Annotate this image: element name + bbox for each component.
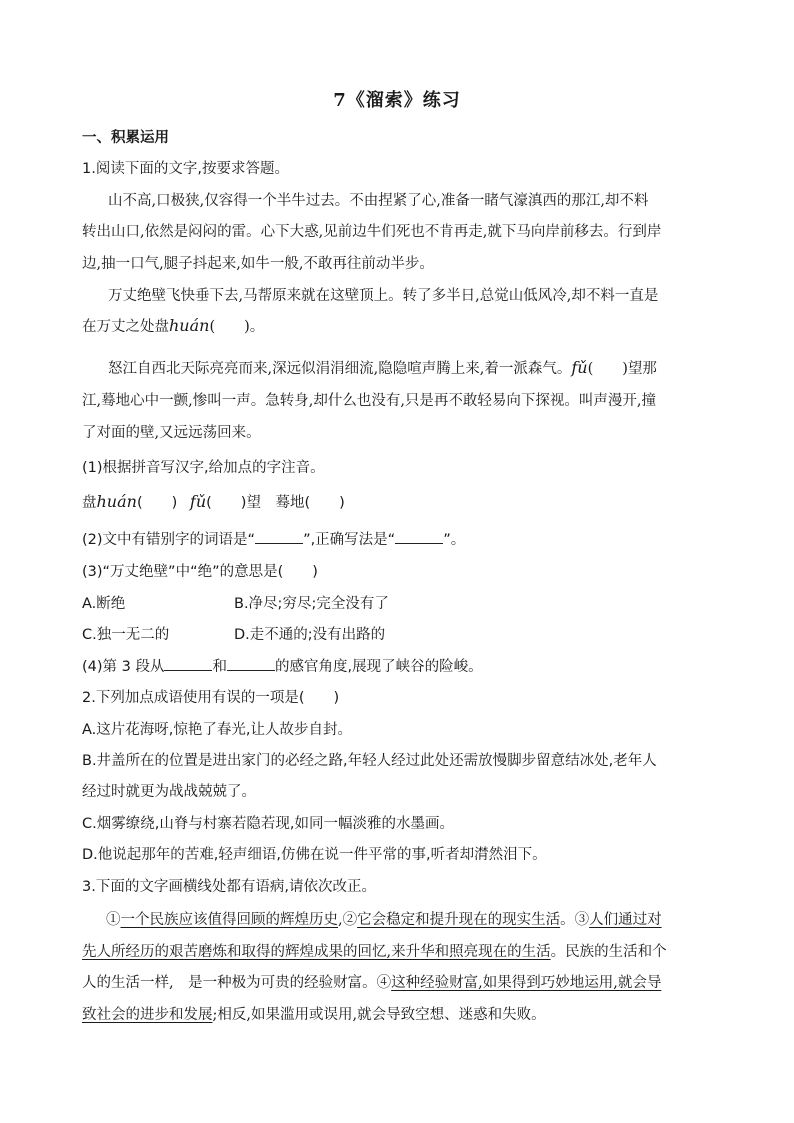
underlined-sentence: 这种经验财富,如果得到巧妙地运用,就会导 bbox=[391, 975, 662, 991]
question-text: 和 bbox=[212, 659, 227, 675]
answer-blank[interactable] bbox=[164, 658, 212, 671]
passage-text: ;相反,如果滥用或误用,就会导致空想、迷惑和失败。 bbox=[212, 1007, 546, 1023]
passage-text: 。民族的生活和个 bbox=[550, 944, 667, 960]
question-text: ”。 bbox=[443, 532, 466, 548]
answer-bracket: ( ) bbox=[136, 495, 178, 511]
pinyin-fu: fǔ bbox=[571, 358, 588, 377]
q1-sub1: (1)根据拼音写汉字,给加点的字注音。 bbox=[82, 460, 325, 476]
answer-blank[interactable] bbox=[395, 531, 443, 544]
pinyin-fu: fǔ bbox=[189, 492, 207, 511]
q1-sub4 bbox=[82, 655, 483, 676]
q1-sub3: (3)“万丈绝壁”中“绝”的意思是( ) bbox=[82, 564, 318, 580]
q2-option-b: B.井盖所在的位置是进出家门的必经之路,年轻人经过此处还需放慢脚步留意结冰处,老年人 bbox=[82, 753, 657, 769]
q2-option-c: C.烟雾缭绕,山脊与村寨若隐若现,如同一幅淡雅的水墨画。 bbox=[82, 816, 454, 832]
sentence-number: ③ bbox=[574, 912, 590, 928]
question-text: (4)第 3 段从 bbox=[82, 659, 165, 675]
answer-bracket: ( )望那 bbox=[587, 361, 657, 377]
underlined-sentence: 致社会的进步和发展 bbox=[82, 1007, 213, 1023]
q3-stem: 3.下面的文字画横线处都有语病,请依次改正。 bbox=[82, 879, 376, 895]
answer-blank[interactable] bbox=[227, 658, 275, 671]
pinyin-huan: huán bbox=[96, 492, 137, 511]
sentence-number: ② bbox=[342, 912, 358, 928]
q1-passage-line: 江,蓦地心中一颤,惨叫一声。急转身,却什么也没有,只是再不敢轻易向下探视。叫声漫开,撞 bbox=[82, 393, 657, 409]
q1-passage-line bbox=[108, 357, 657, 378]
sentence-number: ① bbox=[106, 912, 121, 928]
passage-text: 人的生活一样, 是一种极为可贵的经验财富。 bbox=[82, 975, 377, 991]
option-a: A.断绝 bbox=[82, 596, 126, 612]
option-d: D.走不通的;没有出路的 bbox=[234, 627, 386, 643]
q1-passage-line bbox=[82, 315, 264, 336]
underlined-sentence: 先人所经历的艰苦磨炼和取得的辉煌成果的回忆,来升华和照亮现在的生活 bbox=[82, 944, 551, 960]
question-text: ”,正确写法是“ bbox=[303, 532, 396, 548]
q2-option-b-cont: 经过时就更为战战兢兢了。 bbox=[82, 784, 256, 800]
answer-blank[interactable] bbox=[255, 531, 303, 544]
underlined-sentence: 人们通过对 bbox=[589, 912, 662, 928]
passage-text: 在万丈之处盘 bbox=[82, 319, 169, 335]
underlined-sentence: 一个民族应该值得回顾的辉煌历史 bbox=[120, 912, 338, 928]
q3-passage-line bbox=[106, 908, 662, 929]
char-pan: 盘 bbox=[82, 495, 97, 511]
section-heading: 一、积累运用 bbox=[82, 130, 169, 146]
q1-passage-line: 万丈绝壁飞快垂下去,马帮原来就在这壁顶上。转了多半日,总觉山低风冷,却不料一直是 bbox=[108, 288, 659, 304]
q2-stem: 2.下列加点成语使用有误的一项是( ) bbox=[82, 690, 340, 706]
punctuation: 。 bbox=[560, 912, 575, 928]
q3-passage-line bbox=[82, 1003, 546, 1024]
q1-stem: 1.阅读下面的文字,按要求答题。 bbox=[82, 161, 289, 177]
pinyin-huan: huán bbox=[169, 316, 210, 335]
q3-passage-line bbox=[82, 940, 667, 961]
q1-passage-line: 山不高,口极狭,仅容得一个半牛过去。不由捏紧了心,准备一睹气濠滇西的那江,却不料 bbox=[108, 193, 649, 209]
page-title: 7《溜索》练习 bbox=[333, 90, 461, 111]
answer-bracket: ( )望 蓦地( ) bbox=[206, 495, 345, 511]
passage-text: 怒江自西北天际亮亮而来,深远似涓涓细流,隐隐喧声腾上来,着一派森气。 bbox=[108, 361, 572, 377]
sentence-number: ④ bbox=[376, 975, 392, 991]
q2-option-d: D.他说起那年的苦难,轻声细语,仿佛在说一件平常的事,听者却潸然泪下。 bbox=[82, 847, 547, 863]
punctuation: , bbox=[338, 912, 343, 928]
q1-sub1-answers bbox=[82, 491, 345, 512]
question-text: (2)文中有错别字的词语是“ bbox=[82, 532, 256, 548]
underlined-sentence: 它会稳定和提升现在的现实生活 bbox=[357, 912, 561, 928]
q1-passage-line: 了对面的壁,又远远荡回来。 bbox=[82, 425, 261, 441]
q1-sub2 bbox=[82, 528, 465, 549]
q3-passage-line bbox=[82, 971, 661, 992]
option-b: B.净尽;穷尽;完全没有了 bbox=[234, 596, 389, 612]
q1-passage-line: 边,抽一口气,腿子抖起来,如牛一般,不敢再往前动半步。 bbox=[82, 256, 434, 272]
q2-option-a: A.这片花海呀,惊艳了春光,让人故步自封。 bbox=[82, 722, 352, 738]
question-text: 的感官角度,展现了峡谷的险峻。 bbox=[274, 659, 483, 675]
q1-passage-line: 转出山口,依然是闷闷的雷。心下大惑,见前边牛们死也不肯再走,就下马向岸前移去。行到岸 bbox=[82, 224, 662, 240]
option-c: C.独一无二的 bbox=[82, 627, 170, 643]
answer-bracket: ( )。 bbox=[209, 319, 265, 335]
